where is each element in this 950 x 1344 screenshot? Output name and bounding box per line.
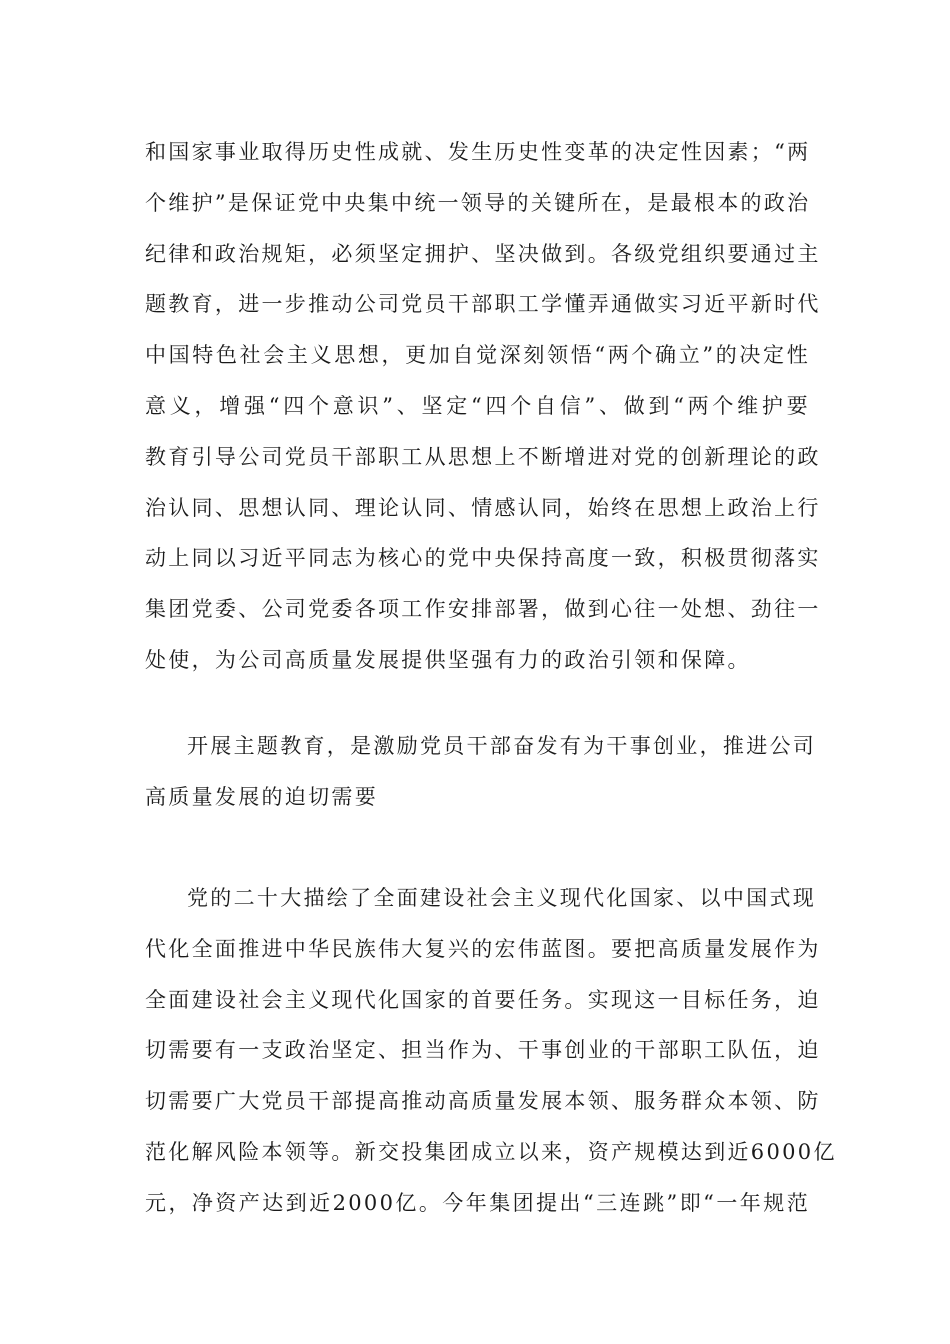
text-line: 集团党委、公司党委各项工作安排部署，做到心往一处想、劲往一 <box>145 597 821 622</box>
text-line: 和国家事业取得历史性成就、发生历史性变革的决定性因素；“两 <box>145 140 811 164</box>
text-line: 全面建设社会主义现代化国家的首要任务。实现这一目标任务，迫 <box>145 987 821 1012</box>
text-line: 意义，增强“四个意识”、坚定“四个自信”、做到“两个维护要 <box>145 393 810 418</box>
text-line: 教育引导公司党员干部职工从思想上不断增进对党的创新理论的政 <box>145 444 821 469</box>
text-line: 处使，为公司高质量发展提供坚强有力的政治引领和保障。 <box>145 647 751 672</box>
text-line: 纪律和政治规矩，必须坚定拥护、坚决做到。各级党组织要通过主 <box>145 241 821 266</box>
text-line: 动上同以习近平同志为核心的党中央保持高度一致，积极贯彻落实 <box>145 546 821 571</box>
text-line: 切需要广大党员干部提高推动高质量发展本领、服务群众本领、防 <box>145 1089 821 1114</box>
text-line: 元，净资产达到近2000亿。今年集团提出“三连跳”即“一年规范 <box>145 1190 810 1215</box>
section-heading <box>145 721 817 823</box>
text-line: 代化全面推进中华民族伟大复兴的宏伟蓝图。要把高质量发展作为 <box>145 936 821 961</box>
heading-line: 高质量发展的迫切需要 <box>145 784 378 809</box>
text-line: 党的二十大描绘了全面建设社会主义现代化国家、以中国式现 <box>187 886 817 910</box>
body-paragraph-3 <box>145 873 837 1229</box>
text-line: 治认同、思想认同、理论认同、情感认同，始终在思想上政治上行 <box>145 495 821 520</box>
heading-line: 开展主题教育，是激励党员干部奋发有为干事创业，推进公司 <box>187 734 817 758</box>
text-line: 范化解风险本领等。新交投集团成立以来，资产规模达到近6000亿 <box>145 1139 837 1164</box>
text-line: 个维护”是保证党中央集中统一领导的关键所在，是最根本的政治 <box>145 190 811 215</box>
text-line: 题教育，进一步推动公司党员干部职工学懂弄通做实习近平新时代 <box>145 292 821 317</box>
text-line: 切需要有一支政治坚定、担当作为、干事创业的干部职工队伍，迫 <box>145 1038 821 1063</box>
text-line: 中国特色社会主义思想，更加自觉深刻领悟“两个确立”的决定性 <box>145 343 810 368</box>
body-paragraph-1 <box>145 127 821 686</box>
